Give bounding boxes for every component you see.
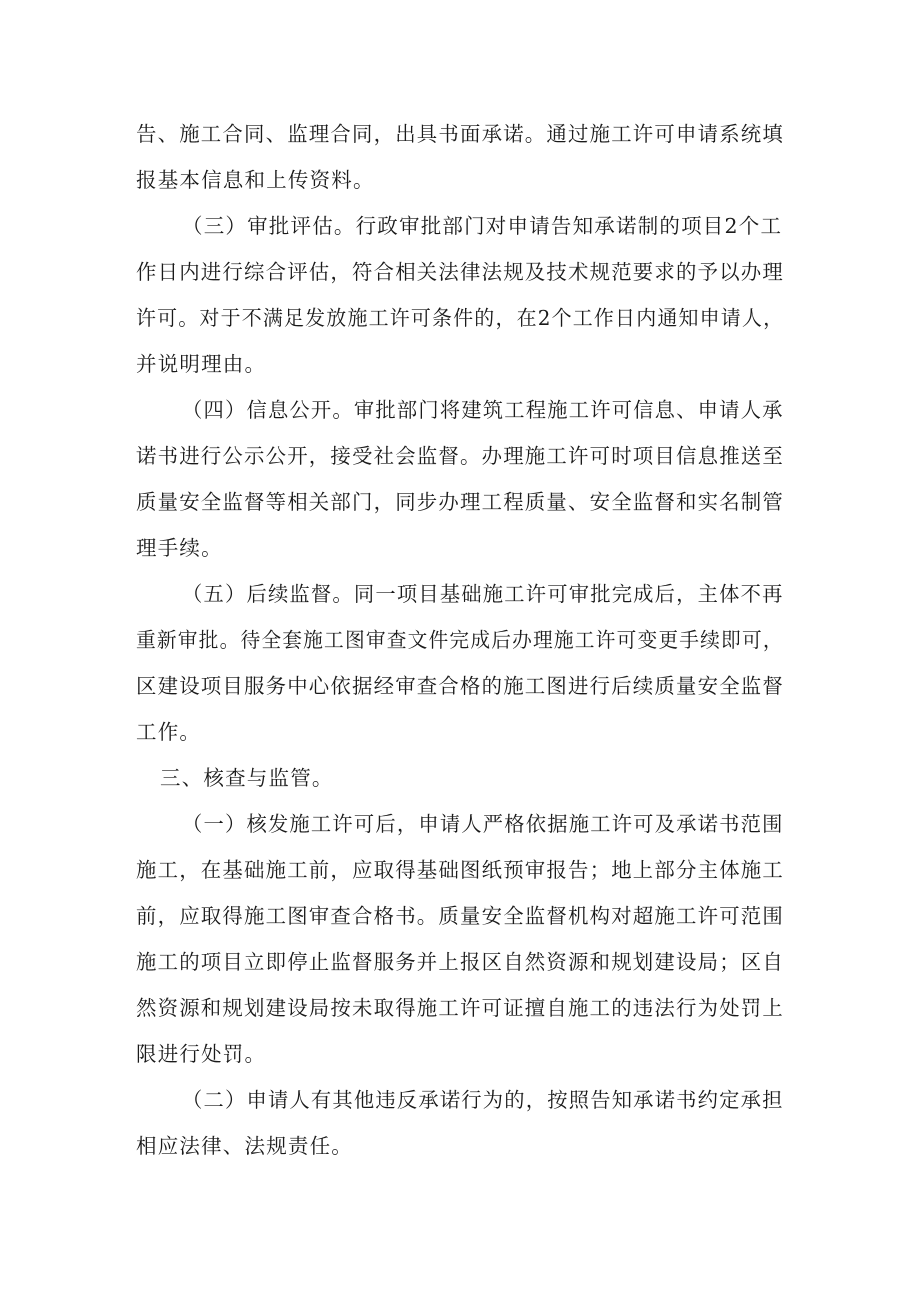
section-heading: 三、核查与监管。 bbox=[160, 766, 334, 790]
text-line: 然资源和规划建设局按未取得施工许可证擅自施工的违法行为处罚上 bbox=[136, 996, 785, 1020]
text-line: 工作。 bbox=[136, 720, 202, 744]
text-line: 限进行处罚。 bbox=[136, 1042, 267, 1066]
text-line: 作日内进行综合评估，符合相关法律法规及技术规范要求的予以办理 bbox=[136, 260, 785, 284]
text-line: 理手续。 bbox=[136, 536, 223, 560]
text-line: 施工的项目立即停止监督服务并上报区自然资源和规划建设局；区自 bbox=[136, 950, 785, 974]
text-line: 诺书进行公示公开，接受社会监督。办理施工许可时项目信息推送至 bbox=[136, 444, 785, 468]
text-line: 许可。对于不满足发放施工许可条件的，在2个工作日内通知申请人， bbox=[136, 306, 785, 330]
text-line: 并说明理由。 bbox=[136, 352, 267, 376]
text-line: 重新审批。待全套施工图审查文件完成后办理施工许可变更手续即可， bbox=[136, 628, 784, 652]
text-line: 区建设项目服务中心依据经审查合格的施工图进行后续质量安全监督 bbox=[136, 674, 785, 698]
text-line: （四）信息公开。审批部门将建筑工程施工许可信息、申请人承 bbox=[182, 398, 784, 422]
text-line: 告、施工合同、监理合同，出具书面承诺。通过施工许可申请系统填 bbox=[136, 122, 785, 146]
text-line: 前，应取得施工图审查合格书。质量安全监督机构对超施工许可范围 bbox=[136, 904, 785, 928]
text-line: 施工，在基础施工前，应取得基础图纸预审报告；地上部分主体施工 bbox=[136, 858, 785, 882]
text-line: 报基本信息和上传资料。 bbox=[136, 168, 375, 192]
text-line: （一）核发施工许可后，申请人严格依据施工许可及承诺书范围 bbox=[182, 812, 784, 836]
text-line: （五）后续监督。同一项目基础施工许可审批完成后，主体不再 bbox=[182, 582, 784, 606]
text-line: 质量安全监督等相关部门，同步办理工程质量、安全监督和实名制管 bbox=[136, 490, 785, 514]
text-line: （二）申请人有其他违反承诺行为的，按照告知承诺书约定承担 bbox=[182, 1088, 784, 1112]
text-line: 相应法律、法规责任。 bbox=[136, 1134, 353, 1158]
text-line: （三）审批评估。行政审批部门对申请告知承诺制的项目2个工 bbox=[182, 214, 783, 238]
